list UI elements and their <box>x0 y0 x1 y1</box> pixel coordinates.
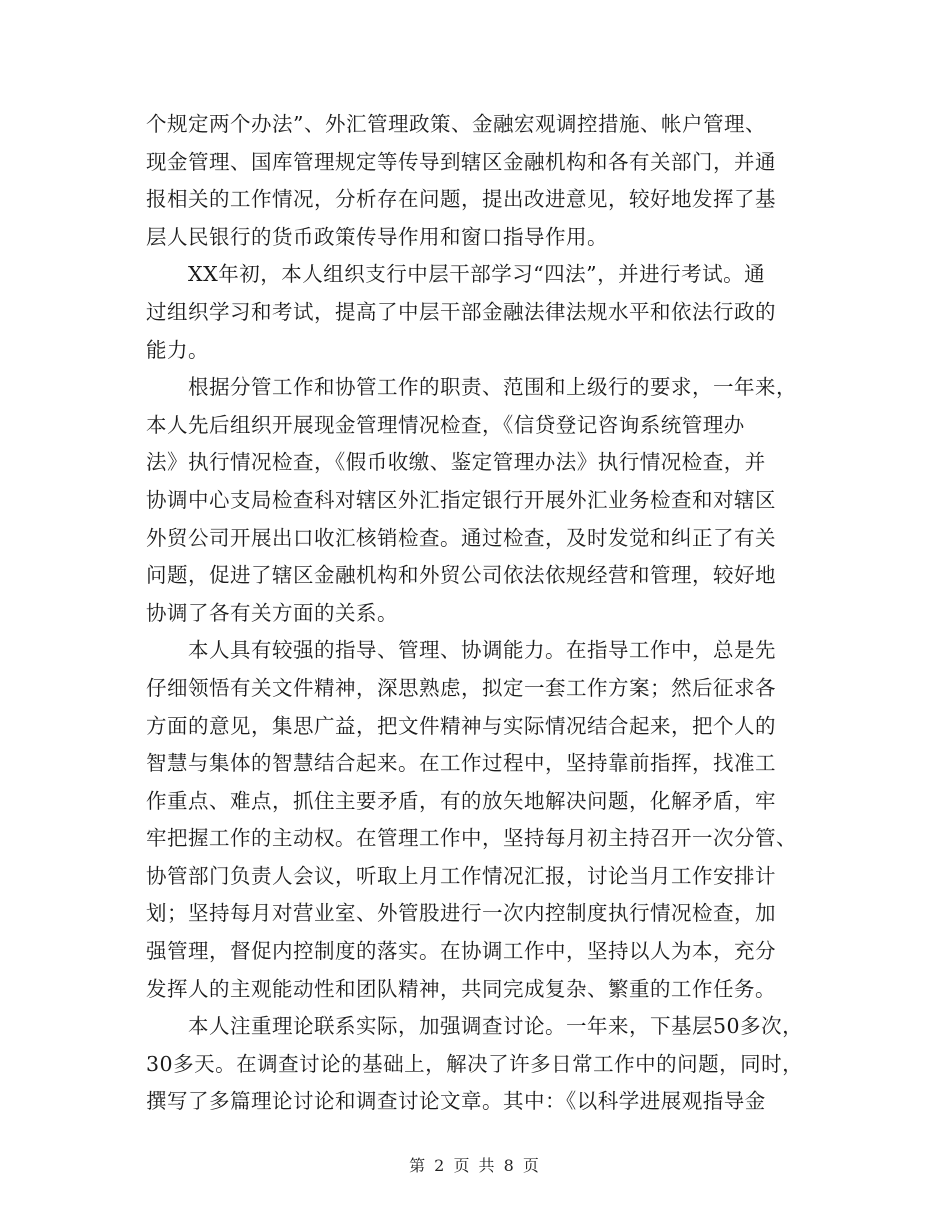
text-line: 过组织学习和考试，提高了中层干部金融法律法规水平和依法行政的 <box>146 299 776 324</box>
text-line: 个规定两个办法”、外汇管理政策、金融宏观调控措施、帐户管理、 <box>146 112 766 136</box>
text-line: 根据分管工作和协管工作的职责、范围和上级行的要求，一年来， <box>146 375 797 400</box>
page-number-footer: 第 2 页 共 8 页 <box>409 1156 541 1175</box>
text-line: 发挥人的主观能动性和团队精神，共同完成复杂、繁重的工作任务。 <box>146 976 776 1001</box>
text-line: 本人注重理论联系实际，加强调查讨论。一年来，下基层50多次， <box>146 1014 804 1039</box>
text-line: 能力。 <box>146 337 209 362</box>
text-line: 问题，促进了辖区金融机构和外贸公司依法依规经营和管理，较好地 <box>146 563 776 588</box>
text-line: 仔细领悟有关文件精神，深思熟虑，拟定一套工作方案；然后征求各 <box>146 675 776 700</box>
text-line: 协调了各有关方面的关系。 <box>146 600 398 625</box>
text-line: 智慧与集体的智慧结合起来。在工作过程中，坚持靠前指挥，找准工 <box>146 751 776 776</box>
text-line: 划；坚持每月对营业室、外管股进行一次内控制度执行情况检查，加 <box>146 901 776 926</box>
text-line: 外贸公司开展出口收汇核销检查。通过检查，及时发觉和纠正了有关 <box>146 525 776 550</box>
text-line: 撰写了多篇理论讨论和调查讨论文章。其中：《以科学进展观指导金 <box>146 1089 766 1114</box>
text-line: 作重点、难点，抓住主要矛盾，有的放矢地解决问题，化解矛盾，牢 <box>146 788 776 813</box>
body-text <box>146 106 806 1121</box>
text-line: 现金管理、国库管理规定等传导到辖区金融机构和各有关部门，并通 <box>146 149 776 174</box>
text-line: 法》执行情况检查，《假币收缴、鉴定管理办法》执行情况检查，并 <box>146 450 766 475</box>
text-line: 层人民银行的货币政策传导作用和窗口指导作用。 <box>146 224 608 249</box>
text-line: 30多天。在调查讨论的基础上，解决了许多日常工作中的问题，同时， <box>146 1051 804 1076</box>
text-line: 强管理，督促内控制度的落实。在协调工作中，坚持以人为本，充分 <box>146 939 776 964</box>
text-line: XX年初，本人组织支行中层干部学习“四法”，并进行考试。通 <box>146 262 766 287</box>
text-line: 本人具有较强的指导、管理、协调能力。在指导工作中，总是先 <box>146 638 776 663</box>
text-line: 牢把握工作的主动权。在管理工作中，坚持每月初主持召开一次分管、 <box>146 826 797 851</box>
text-line: 报相关的工作情况，分析存在问题，提出改进意见，较好地发挥了基 <box>146 187 776 212</box>
text-line: 本人先后组织开展现金管理情况检查，《信贷登记咨询系统管理办 <box>146 412 745 437</box>
text-line: 方面的意见，集思广益，把文件精神与实际情况结合起来，把个人的 <box>146 713 776 738</box>
text-line: 协管部门负责人会议，听取上月工作情况汇报，讨论当月工作安排计 <box>146 863 776 888</box>
text-line: 协调中心支局检查科对辖区外汇指定银行开展外汇业务检查和对辖区 <box>146 487 776 512</box>
